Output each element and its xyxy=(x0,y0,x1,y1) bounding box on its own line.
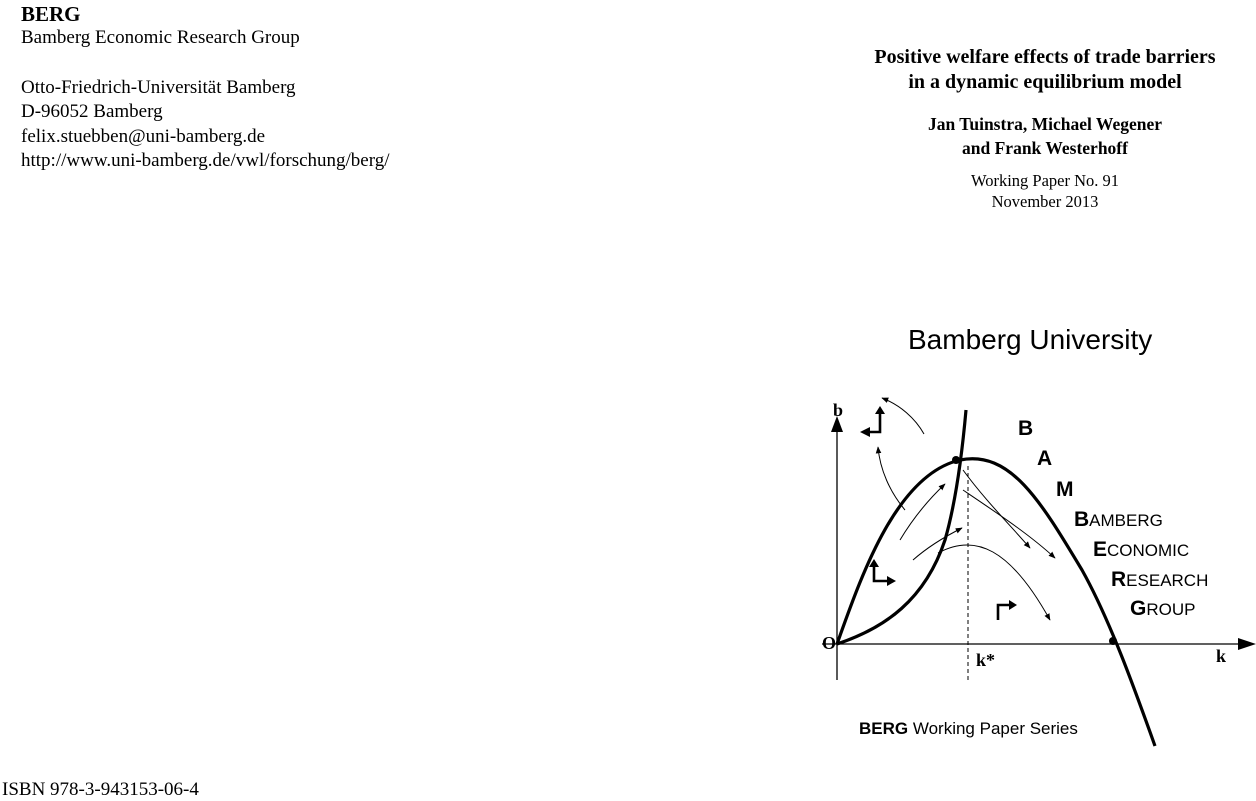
zero-crossing-point xyxy=(1109,637,1117,645)
logo-word-group: GROUP xyxy=(1130,597,1196,620)
paper-authors xyxy=(835,112,1255,160)
k-axis-arrowhead xyxy=(1238,638,1256,650)
university-title: Bamberg University xyxy=(908,324,1153,355)
group-name: Bamberg Economic Research Group xyxy=(21,27,300,48)
contact-email[interactable]: felix.stuebben@uni-bamberg.de xyxy=(21,125,266,147)
website-url[interactable]: http://www.uni-bamberg.de/vwl/forschung/berg/ xyxy=(21,150,390,171)
logo-word-bamberg: BAMBERG xyxy=(1074,508,1163,531)
authors-line-2: and Frank Westerhoff xyxy=(962,138,1128,158)
working-paper-info xyxy=(835,170,1255,212)
publication-date: November 2013 xyxy=(991,192,1099,211)
logo-letter-m: M xyxy=(1056,478,1074,501)
working-paper-number: Working Paper No. 91 xyxy=(970,171,1120,190)
flow-arrow xyxy=(882,398,924,434)
origin-label: O xyxy=(822,633,837,653)
logo-letter-b: B xyxy=(1018,417,1034,440)
axis-b-label: b xyxy=(833,400,844,420)
kstar-label: k* xyxy=(976,650,996,670)
steady-state-point xyxy=(952,456,960,464)
logo-letter-a: A xyxy=(1037,447,1053,470)
axis-k-label: k xyxy=(1216,646,1227,666)
logo-word-research: RESEARCH xyxy=(1111,568,1209,591)
authors-line-1: Jan Tuinstra, Michael Wegener xyxy=(928,114,1162,134)
postal-address: D-96052 Bamberg xyxy=(21,101,163,122)
paper-title-line-2: in a dynamic equilibrium model xyxy=(908,71,1182,93)
isbn: ISBN 978-3-943153-06-4 xyxy=(2,779,199,800)
berg-heading: BERG xyxy=(21,2,81,26)
flow-arrow xyxy=(878,447,905,510)
berg-logo xyxy=(815,300,1256,760)
flow-arrow xyxy=(900,484,945,540)
series-label: BERG Working Paper Series xyxy=(859,719,1078,738)
hump-curve xyxy=(837,459,1155,746)
flow-arrow xyxy=(938,545,1050,620)
direction-marker-icon xyxy=(1009,600,1017,610)
paper-header xyxy=(835,45,1255,212)
institution-block xyxy=(21,2,390,174)
university-name: Otto-Friedrich-Universität Bamberg xyxy=(21,76,296,98)
paper-title xyxy=(835,45,1255,95)
paper-title-line-1: Positive welfare effects of trade barriers xyxy=(874,46,1216,68)
steep-curve xyxy=(837,410,966,644)
logo-word-economic: ECONOMIC xyxy=(1093,538,1190,561)
